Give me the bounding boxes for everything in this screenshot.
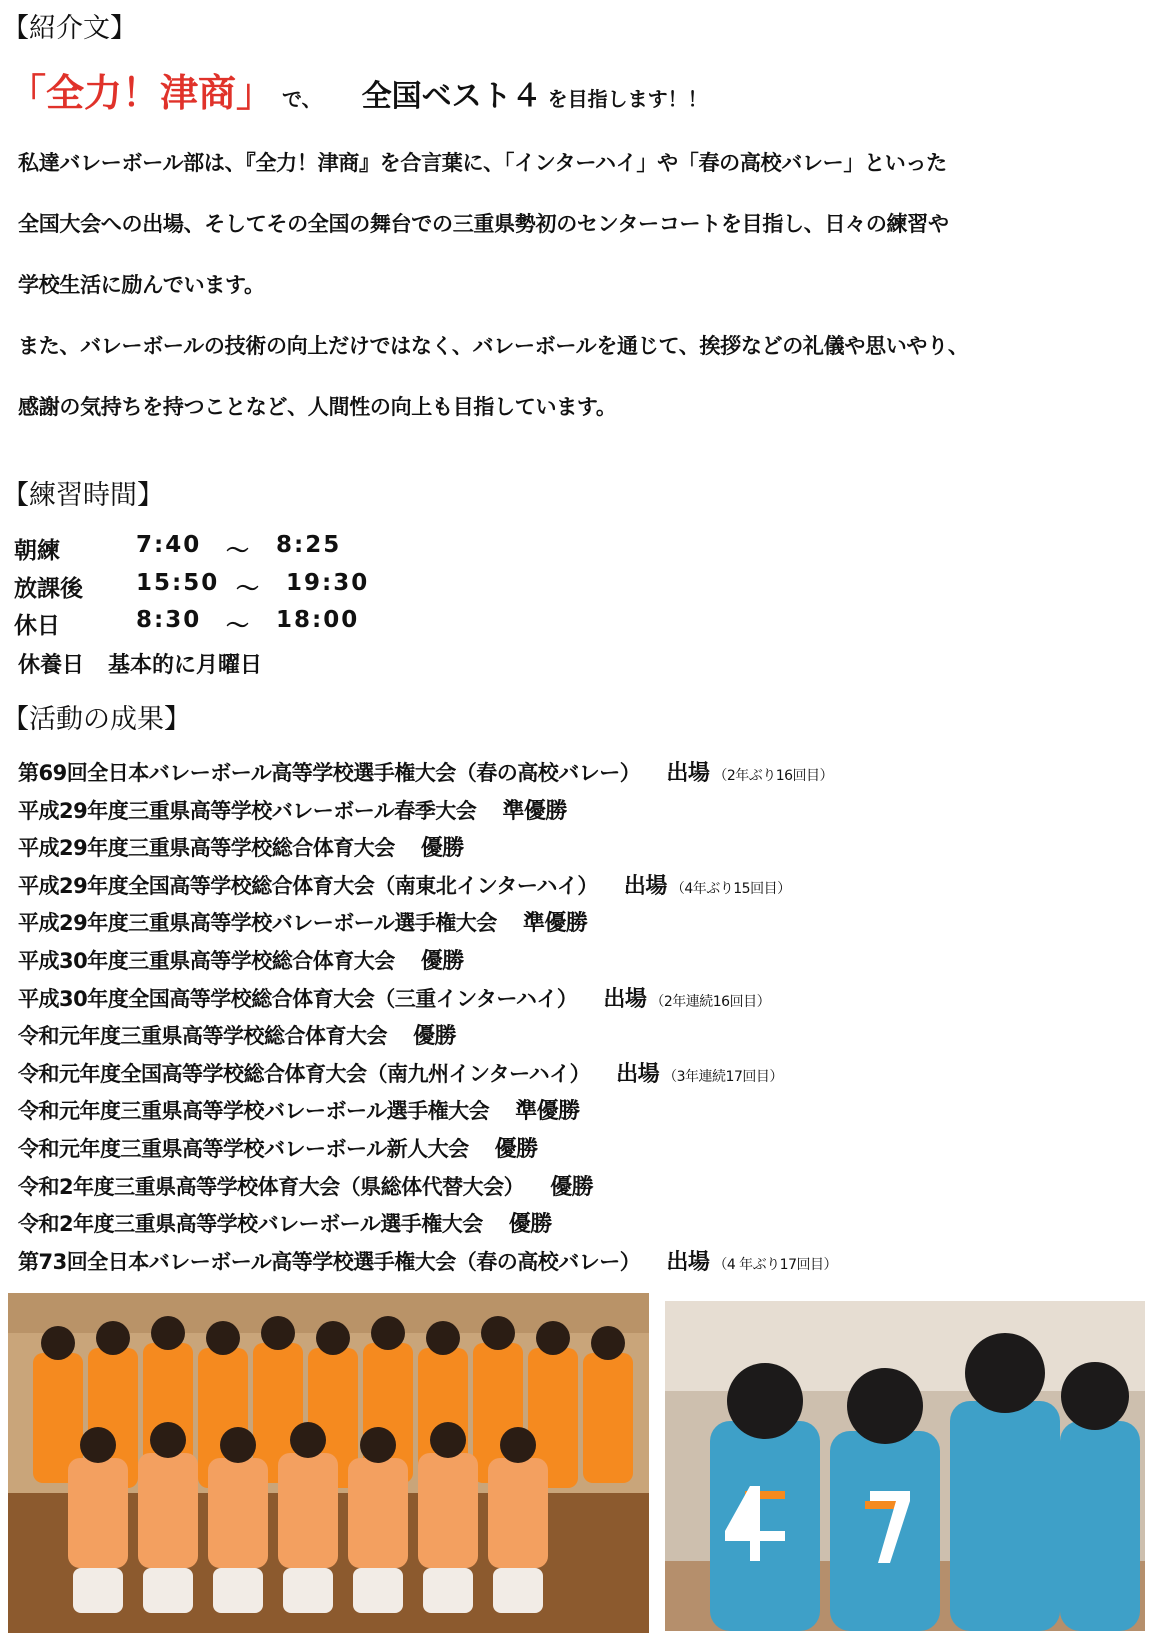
schedule-start: 7:40: [136, 532, 202, 558]
result-note: （4 年ぶり17回目）: [713, 1256, 837, 1273]
result-item: [18, 1056, 837, 1094]
result-outcome: 優勝: [420, 836, 464, 862]
team-group-photo-illustration: [8, 1293, 649, 1633]
result-item: [18, 1169, 837, 1207]
result-event: 令和元年度三重県高等学校総合体育大会: [18, 1024, 387, 1049]
result-item: [18, 943, 837, 981]
result-item: [18, 1244, 837, 1282]
result-item: [18, 755, 837, 793]
result-item: [18, 905, 837, 943]
match-huddle-photo-illustration: [665, 1301, 1145, 1631]
schedule-start: 15:50: [136, 570, 220, 596]
result-item: [18, 1131, 837, 1169]
intro-heading: 【紹介文】: [2, 13, 137, 44]
result-event: 令和元年度三重県高等学校バレーボール新人大会: [18, 1136, 469, 1161]
schedule-label: 休日: [14, 613, 60, 639]
result-event: 令和元年度三重県高等学校バレーボール選手権大会: [18, 1099, 490, 1124]
slogan-de: で、: [282, 87, 322, 111]
intro-paragraph-line: また、バレーボールの技術の向上だけではなく、バレーボールを通じて、挨拶などの礼儀や思いやり、: [18, 334, 969, 358]
result-event: 平成29年度三重県高等学校総合体育大会: [18, 836, 395, 861]
result-note: （2年ぶり16回目）: [713, 768, 834, 784]
result-item: [18, 793, 837, 831]
slogan-goal: 全国ベスト４: [361, 79, 542, 114]
result-note: （2年連続16回目）: [650, 993, 771, 1010]
schedule-tilde: ～: [226, 538, 249, 564]
result-event: 平成30年度全国高等学校総合体育大会（三重インターハイ）: [18, 986, 578, 1011]
result-outcome: 準優勝: [502, 798, 567, 824]
slogan-end: を目指します！！: [547, 87, 708, 111]
result-outcome: 出場: [666, 1249, 710, 1275]
schedule-end: 18:00: [276, 607, 360, 633]
result-item: [18, 981, 837, 1019]
result-outcome: 優勝: [494, 1136, 538, 1162]
intro-paragraph-line: 全国大会への出場、そしてその全国の舞台での三重県勢初のセンターコートを目指し、日々の練習や: [18, 212, 949, 236]
result-event: 令和2年度三重県高等学校体育大会（県総体代替大会）: [18, 1174, 525, 1199]
results-list: [18, 755, 837, 1281]
result-event: 平成29年度三重県高等学校バレーボール選手権大会: [18, 911, 497, 936]
result-outcome: 優勝: [413, 1024, 457, 1050]
result-outcome: 出場: [623, 873, 667, 899]
results-heading: 【活動の成果】: [2, 704, 191, 735]
intro-paragraph-line: 学校生活に励んでいます。: [18, 273, 265, 297]
result-item: [18, 1018, 837, 1056]
practice-heading: 【練習時間】: [2, 480, 164, 511]
result-outcome: 優勝: [420, 948, 464, 974]
match-huddle-photo: [665, 1301, 1145, 1631]
result-outcome: 優勝: [550, 1174, 594, 1200]
result-outcome: 出場: [603, 986, 647, 1012]
rest-day-row: [18, 648, 262, 679]
result-item: [18, 868, 837, 906]
result-event: 第69回全日本バレーボール高等学校選手権大会（春の高校バレー）: [18, 761, 641, 785]
intro-paragraph-line: 感謝の気持ちを持つことなど、人間性の向上も目指しています。: [18, 395, 617, 419]
result-item: [18, 1206, 837, 1244]
schedule-tilde: ～: [236, 576, 259, 602]
schedule-label: 朝練: [14, 538, 60, 564]
rest-day-value: 基本的に月曜日: [108, 653, 263, 678]
result-item: [18, 1093, 837, 1131]
slogan-red: 「全力！津商」: [8, 71, 275, 115]
result-event: 令和元年度全国高等学校総合体育大会（南九州インターハイ）: [18, 1061, 591, 1086]
intro-paragraph-line: 私達バレーボール部は、『全力！津商』を合言葉に、「インターハイ」や「春の高校バレー」といった: [18, 151, 947, 175]
result-outcome: 出場: [666, 761, 710, 786]
slogan: [8, 62, 708, 117]
result-note: （4年ぶり15回目）: [670, 880, 791, 897]
result-event: 平成29年度三重県高等学校バレーボール春季大会: [18, 798, 477, 823]
team-group-photo: [8, 1293, 649, 1633]
schedule-end: 19:30: [286, 570, 370, 596]
result-event: 平成29年度全国高等学校総合体育大会（南東北インターハイ）: [18, 873, 598, 898]
result-note: （3年連続17回目）: [663, 1068, 783, 1085]
result-outcome: 優勝: [508, 1212, 552, 1238]
result-outcome: 出場: [616, 1061, 660, 1087]
result-outcome: 準優勝: [522, 911, 588, 937]
result-event: 第73回全日本バレーボール高等学校選手権大会（春の高校バレー）: [18, 1249, 641, 1274]
result-event: 令和2年度三重県高等学校バレーボール選手権大会: [18, 1212, 483, 1237]
result-outcome: 準優勝: [515, 1099, 580, 1125]
result-item: [18, 830, 837, 868]
schedule-end: 8:25: [276, 532, 342, 558]
schedule-tilde: ～: [226, 613, 249, 639]
result-event: 平成30年度三重県高等学校総合体育大会: [18, 948, 395, 973]
schedule-label: 放課後: [14, 576, 83, 602]
rest-day-label: 休養日: [18, 653, 85, 678]
schedule-start: 8:30: [136, 607, 202, 633]
